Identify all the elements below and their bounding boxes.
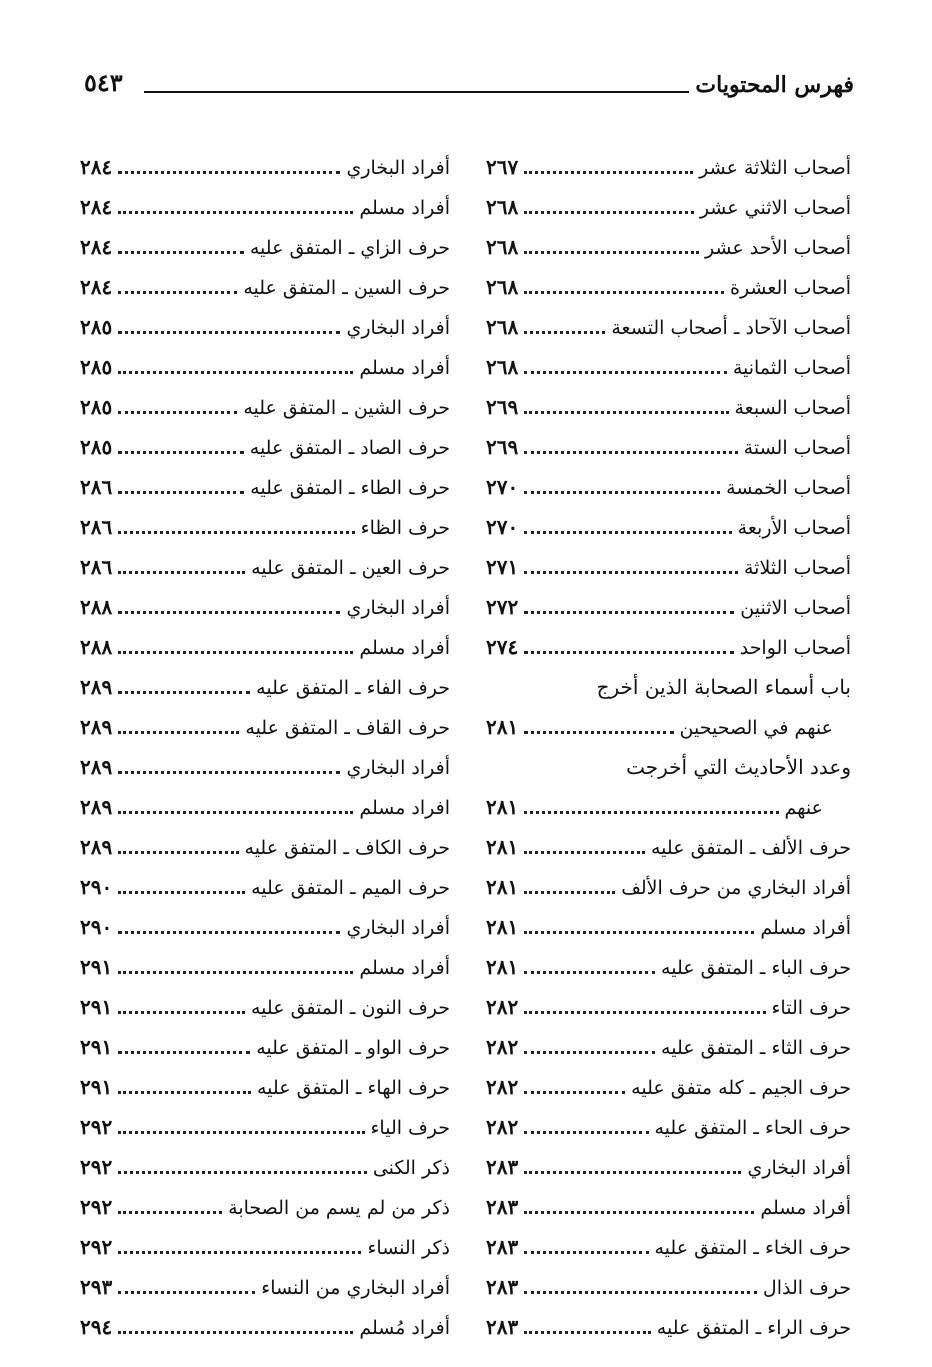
toc-entry-leader-dots: [118, 1041, 250, 1054]
toc-entry-title: حرف الألف ـ المتفق عليه: [650, 837, 851, 859]
page-title: فهرس المحتويات: [695, 72, 854, 98]
toc-entry-title: أصحاب الأحد عشر: [704, 237, 851, 259]
toc-entry: [486, 1299, 851, 1339]
toc-column-left: [80, 139, 450, 1339]
toc-entry: [486, 859, 851, 899]
toc-entry-title: أفراد مسلم: [760, 917, 851, 939]
toc-entry-leader-dots: [524, 441, 737, 454]
header-rule: [144, 91, 689, 93]
toc-entry: [80, 979, 450, 1019]
toc-entry-title: حرف الراء ـ المتفق عليه: [656, 1317, 851, 1339]
toc-entry: [486, 659, 851, 699]
toc-entry: [486, 1139, 851, 1179]
toc-entry-title: حرف الميم ـ المتفق عليه: [251, 877, 450, 899]
toc-entry-title: أصحاب الاثنين: [740, 597, 851, 619]
toc-entry: [486, 699, 851, 739]
toc-entry: [80, 579, 450, 619]
toc-entry-page-number: ٢٩٠: [80, 875, 113, 899]
toc-entry: [80, 619, 450, 659]
toc-entry-page-number: ٢٩١: [80, 1075, 113, 1099]
toc-entry-leader-dots: [524, 721, 673, 734]
toc-entry-leader-dots: [118, 281, 237, 294]
toc-entry-title: حرف الحاء ـ المتفق عليه: [654, 1117, 851, 1139]
toc-entry-leader-dots: [524, 801, 778, 814]
toc-entry-leader-dots: [524, 601, 734, 614]
toc-entry-title: أفراد البخاري: [346, 157, 450, 179]
toc-entry-page-number: ٢٨٥: [80, 395, 113, 419]
toc-entry-title: أفراد البخاري: [346, 597, 450, 619]
toc-entry-leader-dots: [118, 961, 353, 974]
toc-entry-leader-dots: [118, 841, 238, 854]
toc-entry-title: أصحاب العشرة: [729, 277, 851, 299]
toc-entry-title: أفراد البخاري من النساء: [261, 1277, 450, 1299]
toc-entry: [80, 779, 450, 819]
toc-entry-leader-dots: [524, 1001, 765, 1014]
toc-entry: [486, 1059, 851, 1099]
toc-entry-page-number: ٢٨٦: [80, 475, 113, 499]
toc-entry: [486, 899, 851, 939]
toc-entry-leader-dots: [524, 1041, 655, 1054]
toc-entry: [80, 179, 450, 219]
toc-entry-page-number: ٢٧١: [486, 555, 519, 579]
toc-entry-title: وعدد الأحاديث التي أخرجت: [626, 755, 851, 779]
toc-entry-title: أصحاب الستة: [743, 437, 851, 459]
toc-entry-title: ذكر من لم يسم من الصحابة: [228, 1197, 450, 1219]
toc-entry-title: أفراد مسلم: [760, 1197, 851, 1219]
toc-entry-title: أفراد البخاري من حرف الألف: [621, 877, 851, 899]
toc-entry: [80, 699, 450, 739]
toc-entry-page-number: ٢٧٠: [486, 475, 519, 499]
toc-entry-leader-dots: [524, 321, 605, 334]
toc-entry: [80, 1179, 450, 1219]
toc-entry: [80, 419, 450, 459]
toc-entry-page-number: ٢٨٥: [80, 355, 113, 379]
toc-entry-page-number: ٢٧٠: [486, 515, 519, 539]
toc-entry: [80, 219, 450, 259]
toc-entry: [80, 459, 450, 499]
toc-entry-page-number: ٢٨١: [486, 795, 519, 819]
toc-entry-title: حرف الفاء ـ المتفق عليه: [256, 677, 450, 699]
toc-entry-page-number: ٢٩٤: [80, 1315, 113, 1339]
toc-entry-title: حرف الشين ـ المتفق عليه: [243, 397, 450, 419]
toc-entry: [80, 259, 450, 299]
toc-entry-page-number: ٢٧٢: [486, 595, 519, 619]
toc-entry-leader-dots: [524, 1121, 648, 1134]
toc-entry-title: حرف الواو ـ المتفق عليه: [256, 1037, 450, 1059]
toc-entry-title: حرف التاء: [771, 997, 851, 1019]
toc-entry: [486, 179, 851, 219]
toc-entry-title: حرف الذال: [762, 1277, 851, 1299]
toc-entry: [486, 499, 851, 539]
toc-entry-title: أفراد البخاري: [346, 317, 450, 339]
toc-entry-page-number: ٢٨٢: [486, 1075, 519, 1099]
toc-entry-leader-dots: [524, 481, 720, 494]
toc-entry: [486, 259, 851, 299]
toc-entry-leader-dots: [118, 681, 250, 694]
toc-entry: [486, 779, 851, 819]
toc-entry-title: حرف الباء ـ المتفق عليه: [661, 957, 851, 979]
toc-entry: [486, 1219, 851, 1259]
toc-entry-title: حرف الظاء: [360, 517, 450, 539]
toc-entry-title: حرف السين ـ المتفق عليه: [243, 277, 450, 299]
toc-entry-title: ذكر الكنى: [372, 1157, 450, 1179]
toc-entry-title: أفراد مسلم: [359, 357, 450, 379]
toc-entry: [486, 819, 851, 859]
toc-entry-page-number: ٢٧٤: [486, 635, 519, 659]
toc-entry-leader-dots: [118, 481, 244, 494]
toc-entry-leader-dots: [118, 161, 340, 174]
toc-entry: [80, 659, 450, 699]
toc-entry-leader-dots: [524, 1321, 651, 1334]
toc-entry-leader-dots: [524, 1241, 648, 1254]
toc-entry-title: أصحاب الآحاد ـ أصحاب التسعة: [611, 317, 851, 339]
toc-entry-leader-dots: [118, 441, 244, 454]
toc-entry-page-number: ٢٦٨: [486, 315, 519, 339]
toc-entry-title: عنهم: [784, 797, 823, 819]
toc-entry-leader-dots: [118, 321, 340, 334]
toc-entry-leader-dots: [524, 881, 615, 894]
toc-entry-page-number: ٢٩١: [80, 995, 113, 1019]
toc-entry-leader-dots: [118, 1001, 245, 1014]
toc-entry-title: حرف الهاء ـ المتفق عليه: [257, 1077, 450, 1099]
toc-entry: [80, 339, 450, 379]
page-header: [84, 66, 854, 106]
toc-entry-title: أفراد البخاري: [346, 757, 450, 779]
toc-entry-page-number: ٢٨٤: [80, 275, 113, 299]
toc-entry-title: حرف الكاف ـ المتفق عليه: [244, 837, 450, 859]
toc-entry: [80, 1219, 450, 1259]
toc-entry: [486, 339, 851, 379]
toc-entry-leader-dots: [118, 921, 340, 934]
toc-entry-leader-dots: [118, 1241, 361, 1254]
toc-entry-title: أفراد البخاري: [346, 917, 450, 939]
toc-entry-page-number: ٢٩١: [80, 1035, 113, 1059]
toc-entry-title: حرف الثاء ـ المتفق عليه: [661, 1037, 851, 1059]
toc-entry-page-number: ٢٨١: [486, 915, 519, 939]
toc-entry: [80, 819, 450, 859]
toc-entry-page-number: ٢٨٨: [80, 595, 113, 619]
toc-entry-leader-dots: [118, 401, 237, 414]
toc-entry: [80, 1299, 450, 1339]
toc-entry-leader-dots: [524, 1201, 754, 1214]
toc-entry-page-number: ٢٩٢: [80, 1155, 113, 1179]
toc-entry-page-number: ٢٩١: [80, 955, 113, 979]
toc-entry-page-number: ٢٦٨: [486, 355, 519, 379]
toc-entry-title: أصحاب الاثني عشر: [699, 197, 851, 219]
toc-entry: [80, 739, 450, 779]
toc-entry-page-number: ٢٨١: [486, 875, 519, 899]
toc-entry-title: ذكر النساء: [367, 1237, 450, 1259]
toc-entry-page-number: ٢٩٠: [80, 915, 113, 939]
toc-entry-leader-dots: [524, 1081, 625, 1094]
toc-entry-page-number: ٢٨٣: [486, 1235, 519, 1259]
toc-entry-page-number: ٢٨٣: [486, 1195, 519, 1219]
toc-entry-title: افراد مسلم: [359, 797, 450, 819]
toc-entry-title: أصحاب الأربعة: [737, 517, 851, 539]
toc-entry: [80, 1059, 450, 1099]
toc-entry-leader-dots: [118, 361, 353, 374]
toc-entry: [80, 1139, 450, 1179]
toc-entry: [80, 379, 450, 419]
toc-entry-title: حرف الصاد ـ المتفق عليه: [249, 437, 450, 459]
toc-entry: [80, 939, 450, 979]
toc-entry-page-number: ٢٦٨: [486, 235, 519, 259]
toc-entry: [486, 619, 851, 659]
toc-entry-title: باب أسماء الصحابة الذين أخرج: [596, 675, 851, 699]
toc-entry-leader-dots: [524, 841, 645, 854]
toc-entry-leader-dots: [118, 201, 353, 214]
toc-entry-page-number: ٢٨٩: [80, 675, 113, 699]
toc-entry: [80, 899, 450, 939]
toc-entry-leader-dots: [118, 1281, 255, 1294]
toc-entry-page-number: ٢٨٣: [486, 1155, 519, 1179]
toc-entry: [486, 1179, 851, 1219]
toc-entry-leader-dots: [524, 1161, 741, 1174]
toc-entry-title: أصحاب الثلاثة عشر: [699, 157, 851, 179]
toc-entry-page-number: ٢٦٩: [486, 395, 519, 419]
toc-entry: [486, 579, 851, 619]
toc-entry-leader-dots: [118, 521, 354, 534]
toc-entry-page-number: ٢٨٢: [486, 1115, 519, 1139]
page-number: ٥٤٣: [84, 68, 123, 97]
toc-entry-leader-dots: [524, 241, 699, 254]
toc-entry: [486, 1019, 851, 1059]
toc-entry-leader-dots: [118, 721, 239, 734]
toc-entry-leader-dots: [524, 201, 694, 214]
toc-entry-leader-dots: [118, 561, 245, 574]
toc-entry-page-number: ٢٦٧: [486, 155, 519, 179]
toc-entry-page-number: ٢٨٤: [80, 235, 113, 259]
toc-entry-title: حرف الزاي ـ المتفق عليه: [249, 237, 450, 259]
toc-entry-title: حرف الياء: [370, 1117, 450, 1139]
toc-entry-leader-dots: [118, 1121, 364, 1134]
toc-entry-title: أصحاب الثمانية: [732, 357, 851, 379]
toc-entry-leader-dots: [118, 601, 340, 614]
toc-entry-page-number: ٢٩٣: [80, 1275, 113, 1299]
toc-entry-leader-dots: [524, 361, 727, 374]
toc-entry-page-number: ٢٨١: [486, 955, 519, 979]
toc-entry-page-number: ٢٨٤: [80, 195, 113, 219]
toc-entry-page-number: ٢٦٨: [486, 275, 519, 299]
toc-entry-page-number: ٢٨٦: [80, 555, 113, 579]
toc-entry-title: أصحاب الخمسة: [726, 477, 851, 499]
toc-entry-title: حرف العين ـ المتفق عليه: [251, 557, 450, 579]
toc-entry: [486, 739, 851, 779]
toc-entry-page-number: ٢٩٢: [80, 1115, 113, 1139]
toc-entry-leader-dots: [524, 921, 754, 934]
toc-entry: [80, 499, 450, 539]
toc-entry-title: أفراد البخاري: [747, 1157, 851, 1179]
toc-entry-title: عنهم في الصحيحين: [679, 717, 833, 739]
toc-entry-leader-dots: [524, 281, 724, 294]
toc-entry-title: أصحاب السبعة: [734, 397, 851, 419]
toc-entry-page-number: ٢٨٩: [80, 835, 113, 859]
toc-entry: [80, 1019, 450, 1059]
toc-entry-page-number: ٢٨٥: [80, 315, 113, 339]
toc-entry: [80, 299, 450, 339]
toc-entry-page-number: ٢٨٩: [80, 715, 113, 739]
toc-entry-title: حرف القاف ـ المتفق عليه: [245, 717, 450, 739]
toc-entry-title: حرف النون ـ المتفق عليه: [250, 997, 450, 1019]
toc-entry-title: أفراد مسلم: [359, 637, 450, 659]
toc-entry-leader-dots: [524, 641, 733, 654]
toc-entry-title: حرف الجيم ـ كله متفق عليه: [631, 1077, 851, 1099]
toc-entry: [486, 419, 851, 459]
toc-entry: [486, 979, 851, 1019]
toc-entry: [80, 539, 450, 579]
toc-entry-leader-dots: [118, 1161, 367, 1174]
toc-entry-page-number: ٢٨٦: [80, 515, 113, 539]
toc-entry-leader-dots: [118, 761, 340, 774]
toc-entry-leader-dots: [118, 641, 353, 654]
toc-entry-page-number: ٢٨٩: [80, 755, 113, 779]
toc-entry: [80, 139, 450, 179]
toc-entry-page-number: ٢٨١: [486, 715, 519, 739]
toc-entry: [486, 459, 851, 499]
toc-entry-leader-dots: [524, 161, 693, 174]
toc-entry-leader-dots: [118, 1081, 251, 1094]
toc-entry: [486, 1259, 851, 1299]
toc-entry-page-number: ٢٨١: [486, 835, 519, 859]
toc-entry-leader-dots: [524, 521, 731, 534]
toc-entry: [80, 1099, 450, 1139]
toc-entry: [486, 539, 851, 579]
toc-entry-title: أصحاب الثلاثة: [743, 557, 851, 579]
toc-entry: [486, 299, 851, 339]
toc-entry-title: حرف الطاء ـ المتفق عليه: [250, 477, 450, 499]
toc-entry-leader-dots: [118, 801, 353, 814]
toc-entry-page-number: ٢٨٢: [486, 995, 519, 1019]
toc-entry-leader-dots: [524, 561, 738, 574]
toc-entry-leader-dots: [524, 401, 728, 414]
toc-entry-leader-dots: [524, 1281, 757, 1294]
toc-entry-page-number: ٢٩٢: [80, 1195, 113, 1219]
toc-entry-title: أفراد مسلم: [359, 957, 450, 979]
toc-entry-title: حرف الخاء ـ المتفق عليه: [654, 1237, 851, 1259]
toc-entry-page-number: ٢٨٨: [80, 635, 113, 659]
toc-entry-page-number: ٢٩٢: [80, 1235, 113, 1259]
toc-entry: [486, 379, 851, 419]
toc-entry: [486, 219, 851, 259]
toc-entry-page-number: ٢٦٨: [486, 195, 519, 219]
toc-entry-page-number: ٢٨٢: [486, 1035, 519, 1059]
toc-entry: [486, 939, 851, 979]
toc-entry-page-number: ٢٨٥: [80, 435, 113, 459]
toc-entry: [80, 1259, 450, 1299]
toc-entry-page-number: ٢٦٩: [486, 435, 519, 459]
toc-entry-page-number: ٢٨٤: [80, 155, 113, 179]
toc-entry-title: أفراد مُسلم: [359, 1317, 450, 1339]
toc-entry: [80, 859, 450, 899]
toc-entry-leader-dots: [118, 1201, 222, 1214]
toc-entry-leader-dots: [118, 1321, 353, 1334]
toc-entry-leader-dots: [524, 961, 655, 974]
toc-entry-page-number: ٢٨٩: [80, 795, 113, 819]
toc-entry-page-number: ٢٨٣: [486, 1275, 519, 1299]
toc-entry: [486, 139, 851, 179]
toc-column-right: [486, 139, 851, 1339]
toc-entry-leader-dots: [118, 881, 245, 894]
toc-entry-leader-dots: [118, 241, 244, 254]
toc-entry-title: أصحاب الواحد: [739, 637, 851, 659]
toc-entry-title: أفراد مسلم: [359, 197, 450, 219]
toc-entry: [486, 1099, 851, 1139]
toc-entry-page-number: ٢٨٣: [486, 1315, 519, 1339]
